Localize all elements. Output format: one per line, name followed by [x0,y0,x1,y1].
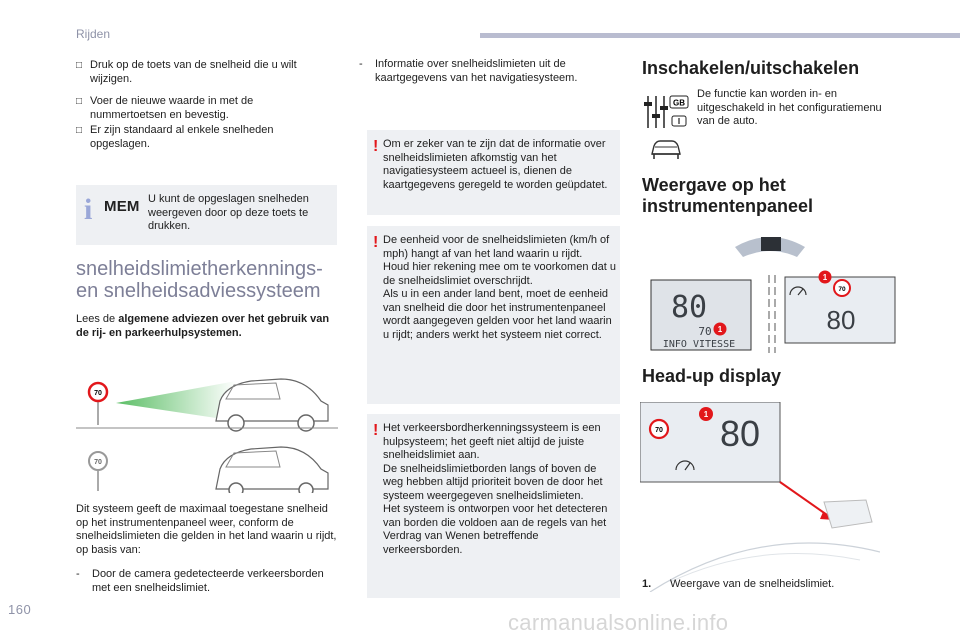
dash-item: - Door de camera gedetecteerde verkeersborden met een snelheidslimiet. [76,568,324,594]
checkbox-icon: □ [76,125,83,136]
warning-icon: ! [373,422,379,439]
car-front-icon [648,136,684,162]
checkbox-icon: □ [76,60,83,71]
mem-key-icon: MEM [104,198,140,215]
section-header: Rijden [76,27,111,41]
onoff-text: De functie kan worden in- en uitgeschakeld in het configuratiemenu van de auto. [697,88,882,127]
warning-text: Het verkeersbordherkenningssysteem is een hulpsysteem; het geeft niet altijd de juiste snelheidslimiet aan. De snelheidslimietborden langs of boven de weg hebben altijd prioriteit boven de door het systeem weergegeven snelheidslimieten. Het systeem is ontworpen voor het detecteren van borden die voldoen aan de regels van het Verdrag van Wenen betreffende verkeersborden. [383,422,608,556]
bullet-item: □ Druk op de toets van de snelheid die u wilt wijzigen. [76,59,297,85]
wheel-icon [229,483,243,493]
hud-sign-text: 70 [655,427,663,434]
page-number: 160 [8,602,32,617]
checkbox-icon: □ [76,96,83,107]
instrument-cluster-illustration [645,225,900,355]
cluster-sign-text: 70 [838,286,846,293]
svg-text:1: 1 [822,273,828,282]
cluster-speed-right: 80 [826,305,856,335]
cluster-info-text: INFO VITESSE [662,339,736,350]
bullet-item: □ Er zijn standaard al enkele snelheden opgeslagen. [76,124,274,150]
warning-icon: ! [373,234,379,251]
sign-text: 70 [94,390,102,397]
hud-illustration [640,402,880,592]
hud-glass [824,500,872,528]
warning-box [367,226,620,404]
wheel-icon [228,415,244,431]
cluster-limit: 70 [698,325,712,338]
wheel-icon [299,483,313,493]
bullet-item: □ Voer de nieuwe waarde in met de nummertoetsen en bevestig. [76,95,254,121]
watermark: carmanualsonline.info [508,610,729,635]
car-icon [216,447,328,489]
gb-label: GB [673,98,685,108]
info-box [76,185,337,245]
intro-text: Lees de algemene adviezen over het gebruik van de rij- en parkeerhulpsystemen. [76,313,330,339]
hud-speed: 80 [719,413,761,454]
header-bar [480,33,960,38]
info-text: U kunt de opgeslagen snelheden weergeven door op deze toets te drukken. [148,193,309,232]
section-title: snelheidslimietherkennings- en snelheidsadviessysteem [76,258,323,302]
legend-item: 1. Weergave van de snelheidslimiet. [642,578,835,590]
heading-hud: Head-up display [642,366,782,386]
warning-text: Om er zeker van te zijn dat de informatie over snelheidslimieten afkomstig van het navigatiesysteem actueel is, dienen de kaartgegevens geregeld te worden geüpdatet. [383,138,608,191]
heading-cluster: Weergave op het instrumentenpaneel [642,175,814,216]
car-illustration [76,363,338,493]
warning-box [367,130,620,215]
dash-item: - Informatie over snelheidslimieten uit de kaartgegevens van het navigatiesysteem. [359,58,578,84]
pointer-line [780,482,830,517]
system-paragraph: Dit systeem geeft de maximaal toegestane snelheid op het instrumentenpaneel weer, conform de snelheidslimieten die gelden in het land waarin u rijdt, op basis van: [76,503,337,556]
cluster-speed: 80 [670,290,708,325]
svg-text:1: 1 [717,325,723,334]
warning-box [367,414,620,598]
wheel-icon [298,415,314,431]
settings-menu-icon [642,92,692,132]
svg-text:1: 1 [703,410,709,419]
info-icon: i [84,193,93,226]
warning-text: De eenheid voor de snelheidslimieten (km/h of mph) hangt af van het land waarin u rijdt. Houd hier rekening mee om te voorkomen dat u de snelheidslimiet overschrijdt. Als u in een ander land bent, moet de eenheid van snelheid die door het instrumentenpaneel wordt aangegeven gelden voor het land waarin u rijdt; anders werkt het systeem niet correct. [383,234,616,341]
warning-icon: ! [373,138,379,155]
sign-text: 70 [94,459,102,466]
heading-onoff: Inschakelen/uitschakelen [642,58,860,78]
